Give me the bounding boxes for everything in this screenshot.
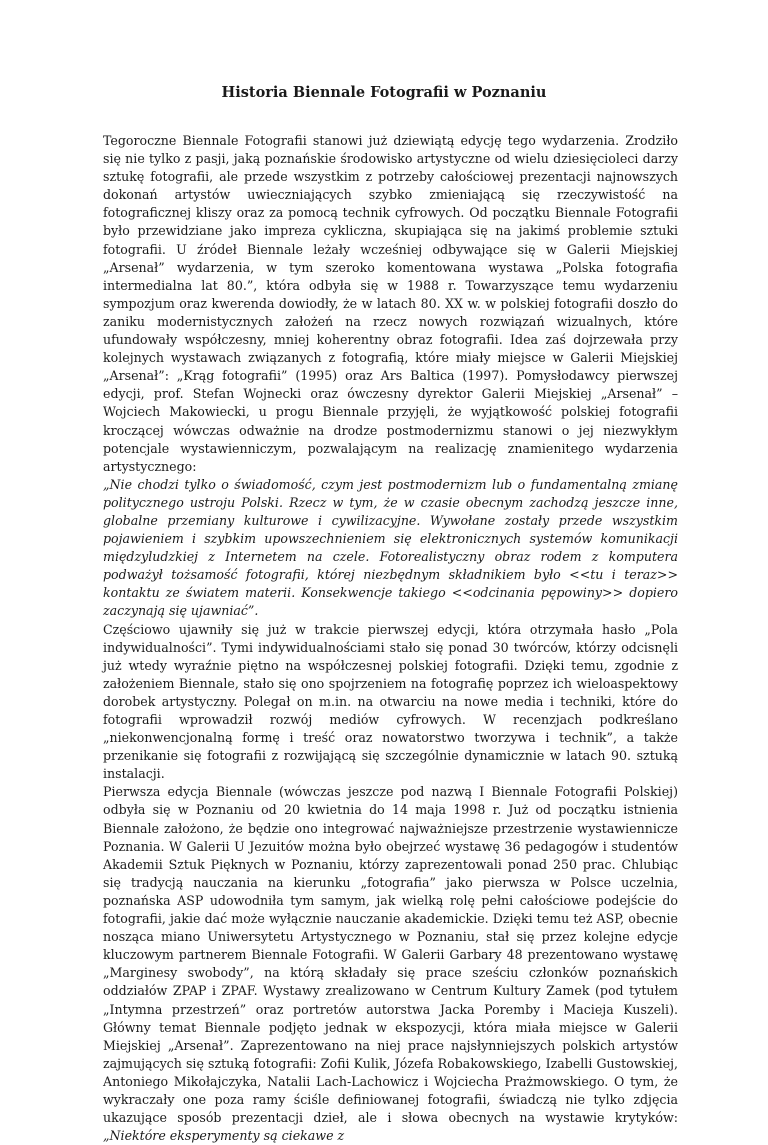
paragraph-text: Pierwsza edycja Biennale (wówczas jeszcze pod nazwą I Biennale Fotografii Polskiej) odbyła się w Poznaniu od 20 kwietnia do 14 maja 1998 r. Już od początku istnienia Biennale założono, że będzie ono integrować najważniejsze przestrzenie wystawiennicze Poznania. W Galerii U Jezuitów można było obejrzeć wystawę 36 pedagogów i studentów Akademii Sztuk Pięknych w Poznaniu, którzy zaprezentowali ponad 250 prac. Chlubiąc się tradycją nauczania na kierunku „fotografia” jako pierwsza w Polsce uczelnia, poznańska ASP udowodniła tym samym, jak wielką rolę pełni całościowe podejście do fotografii, jakie dać może wyłącznie nauczanie akademickie. Dzięki temu też ASP, obecnie nosząca miano Uniwersytetu Artystycznego w Poznaniu, stał się przez kolejne edycje kluczowym partnerem Biennale Fotografii. W Galerii Garbary 48 prezentowano wystawę „Marginesy swobody”, na którą składały się prace sześciu członków poznańskich oddziałów ZPAP i ZPAF. Wystawy zrealizowano w Centrum Kultury Zamek (pod tytułem „Intymna przestrzeń” oraz portretów autorstwa Jacka Poremby i Macieja Kuszeli). Główny temat Biennale podjęto jednak w ekspozycji, która miała miejsce w Galerii Miejskiej „Arsenał”. Zaprezentowano na niej prace najsłynniejszych polskich artystów zajmujących się sztuką fotografii: Zofii Kulik, Józefa Robakowskiego, Izabelli Gustowskiej, Antoniego Mikołajczyka, Natalii Lach-Lachowicz i Wojciecha Prażmowskiego. O tym, że wykraczały one poza ramy ściśle definiowanej fotografii, świadczą nie tylko zdjęcia ukazujące sposób prezentacji dzieł, ale i słowa obecnych na wystawie krytyków:: [103, 784, 678, 1126]
trailing-quote: „Niektóre eksperymenty są ciekawe z: [103, 1128, 345, 1144]
document-body: [103, 132, 678, 1145]
paragraph-first-edition-details: [103, 783, 678, 1145]
block-quote: „Nie chodzi tylko o świadomość, czym jest postmodernizm lub o fundamentalną zmianę politycznego ustroju Polski. Rzecz w tym, że w czasie obecnym zachodzą jeszcze inne, globalne przemiany kulturowe i cywilizacyjne. Wywołane zostały przede wszystkim pojawieniem i szybkim upowszechnieniem się elektronicznych systemów komunikacji międzyludzkiej z Internetem na czele. Fotorealistyczny obraz rodem z komputera podważył tożsamość fotografii, której niezbędnym składnikiem było <<tu i teraz>> kontaktu ze światem materii. Konsekwencje takiego <<odcinania pępowiny>> dopiero zaczynają się ujawniać”.: [103, 476, 678, 619]
paragraph-first-edition-motto: Częściowo ujawniły się już w trakcie pierwszej edycji, która otrzymała hasło „Pola indywidualności”. Tymi indywidualnościami stało się ponad 30 twórców, którzy odcisnęli już wtedy wyraźnie piętno na współczesnej polskiej fotografii. Dzięki temu, zgodnie z założeniem Biennale, stało się ono spojrzeniem na fotografię poprzez ich wieloaspektowy dorobek artystyczny. Polegał on m.in. na otwarciu na nowe media i techniki, które do fotografii wprowadził rozwój mediów cyfrowych. W recenzjach podkreślano „niekonwencjonalną formę i treść oraz nowatorstwo tworzywa i technik”, a także przenikanie się fotografii z rozwijającą się szczególnie dynamicznie w latach 90. sztuką instalacji.: [103, 621, 678, 782]
paragraph-intro: Tegoroczne Biennale Fotografii stanowi już dziewiątą edycję tego wydarzenia. Zrodziło się nie tylko z pasji, jaką poznańskie środowisko artystyczne od wielu dziesięcioleci darzy sztukę fotografii, ale przede wszystkim z potrzeby całościowej prezentacji najnowszych dokonań artystów uwieczniających szybko zmieniającą się rzeczywistość na fotograficznej kliszy oraz za pomocą technik cyfrowych. Od początku Biennale Fotografii było przewidziane jako impreza cykliczna, skupiająca się na jakimś problemie sztuki fotografii. U źródeł Biennale leżały wcześniej odbywające się w Galerii Miejskiej „Arsenał” wydarzenia, w tym szeroko komentowana wystawa „Polska fotografia intermedialna lat 80.”, która odbyła się w 1988 r. Towarzyszące temu wydarzeniu sympozjum oraz kwerenda dowiodły, że w latach 80. XX w. w polskiej fotografii doszło do zaniku modernistycznych założeń na rzecz nowych rozwiązań wizualnych, które ufundowały współczesny, mniej koherentny obraz fotografii. Idea zaś dojrzewała przy kolejnych wystawach związanych z fotografią, które miały miejsce w Galerii Miejskiej „Arsenał”: „Krąg fotografii” (1995) oraz Ars Baltica (1997). Pomysłodawcy pierwszej edycji, prof. Stefan Wojnecki oraz ówczesny dyrektor Galerii Miejskiej „Arsenał” – Wojciech Makowiecki, u progu Biennale przyjęli, że wyjątkowość polskiej fotografii kroczącej wówczas odważnie na drodze postmodernizmu stanowi o jej niezwykłym potencjale wystawienniczym, pozwalającym na realizację znamienitego wydarzenia artystycznego:: [103, 133, 678, 474]
page-title: Historia Biennale Fotografii w Poznaniu: [221, 84, 547, 101]
